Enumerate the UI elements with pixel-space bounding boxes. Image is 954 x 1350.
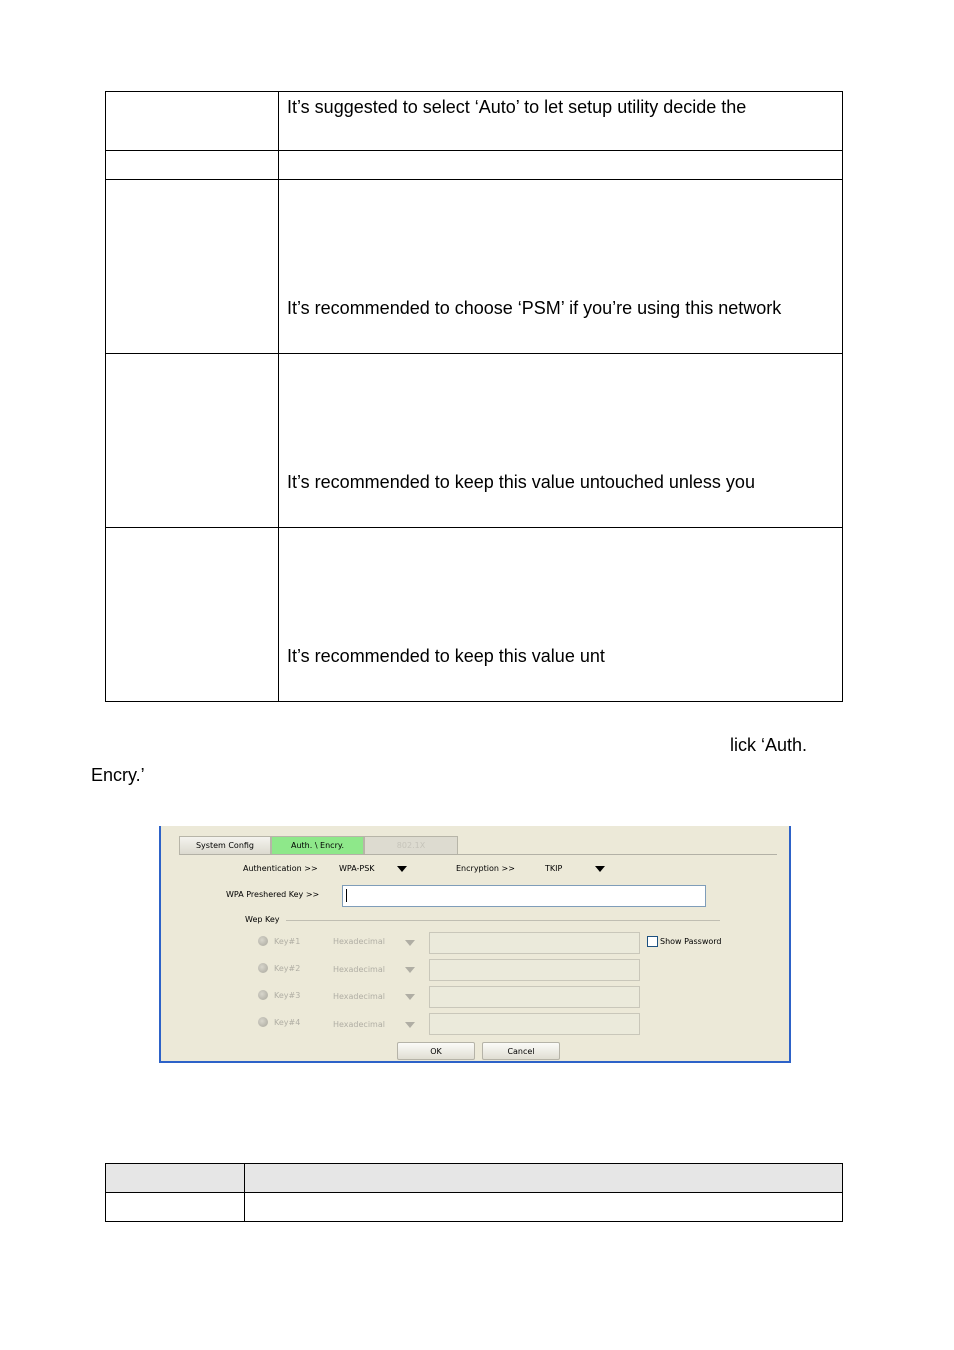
text-caret — [346, 889, 347, 902]
wpa-key-label: WPA Preshered Key >> — [226, 890, 320, 899]
group-divider — [286, 920, 720, 921]
key1-format-select[interactable]: Hexadecimal — [333, 937, 385, 946]
key4-format-select[interactable]: Hexadecimal — [333, 1020, 385, 1029]
table-cell-description — [279, 354, 843, 528]
table-row — [106, 180, 843, 354]
chevron-down-icon[interactable] — [405, 940, 415, 946]
table-header-row — [106, 1164, 843, 1193]
key4-input[interactable] — [429, 1013, 640, 1035]
table-cell-label — [106, 92, 279, 151]
chevron-down-icon[interactable] — [595, 866, 605, 872]
authentication-select[interactable]: WPA-PSK — [339, 864, 375, 873]
show-password-label: Show Password — [660, 937, 722, 946]
auth-encryption-dialog — [159, 826, 791, 1063]
row-3-text: It’s recommended to choose ‘PSM’ if you’re using this network — [287, 298, 782, 318]
row-4-text: It’s recommended to keep this value untouched unless you — [287, 472, 755, 492]
paragraph-fragment-left: Encry.’ — [91, 765, 145, 785]
settings-table — [105, 91, 843, 702]
table-cell-label — [106, 180, 279, 354]
key2-format-select[interactable]: Hexadecimal — [333, 965, 385, 974]
key1-input[interactable] — [429, 932, 640, 954]
key2-input[interactable] — [429, 959, 640, 981]
row-1-text: It’s suggested to select ‘Auto’ to let setup utility decide the — [287, 97, 747, 117]
table-cell — [245, 1193, 843, 1222]
chevron-down-icon[interactable] — [405, 1022, 415, 1028]
wep-key-group-label: Wep Key — [245, 915, 280, 924]
table-cell-label — [106, 151, 279, 180]
key3-format-select[interactable]: Hexadecimal — [333, 992, 385, 1001]
paragraph-fragment-right: lick ‘Auth. — [730, 735, 808, 755]
encryption-select[interactable]: TKIP — [545, 864, 563, 873]
tab-divider — [179, 854, 777, 855]
table-cell-label — [106, 354, 279, 528]
ok-button[interactable]: OK — [397, 1042, 475, 1060]
table-row — [106, 354, 843, 528]
table-header-cell — [106, 1164, 245, 1193]
encryption-label: Encryption >> — [456, 864, 515, 873]
chevron-down-icon[interactable] — [397, 866, 407, 872]
table-cell-description — [279, 92, 843, 151]
tab-auth-encry[interactable]: Auth. \ Encry. — [271, 836, 364, 854]
table-row — [106, 528, 843, 702]
table-header-cell — [245, 1164, 843, 1193]
table-cell-label — [106, 528, 279, 702]
key1-radio[interactable] — [258, 936, 268, 946]
chevron-down-icon[interactable] — [405, 967, 415, 973]
key3-label: Key#3 — [274, 991, 301, 1000]
table-cell-description — [279, 180, 843, 354]
tab-8021x[interactable]: 802.1X — [364, 836, 458, 854]
show-password-checkbox[interactable] — [647, 936, 658, 947]
key3-input[interactable] — [429, 986, 640, 1008]
row-5-text: It’s recommended to keep this value unt — [287, 646, 605, 666]
authentication-label: Authentication >> — [243, 864, 318, 873]
table-cell-description — [279, 151, 843, 180]
table-cell — [106, 1193, 245, 1222]
tab-system-config[interactable]: System Config — [179, 836, 271, 854]
key2-radio[interactable] — [258, 963, 268, 973]
chevron-down-icon[interactable] — [405, 994, 415, 1000]
table-row — [106, 151, 843, 180]
wpa-key-input[interactable] — [342, 885, 706, 907]
bottom-table — [105, 1163, 843, 1222]
cancel-button[interactable]: Cancel — [482, 1042, 560, 1060]
key4-radio[interactable] — [258, 1017, 268, 1027]
key2-label: Key#2 — [274, 964, 301, 973]
key3-radio[interactable] — [258, 990, 268, 1000]
table-row — [106, 92, 843, 151]
table-cell-description — [279, 528, 843, 702]
key4-label: Key#4 — [274, 1018, 301, 1027]
key1-label: Key#1 — [274, 937, 301, 946]
table-row — [106, 1193, 843, 1222]
